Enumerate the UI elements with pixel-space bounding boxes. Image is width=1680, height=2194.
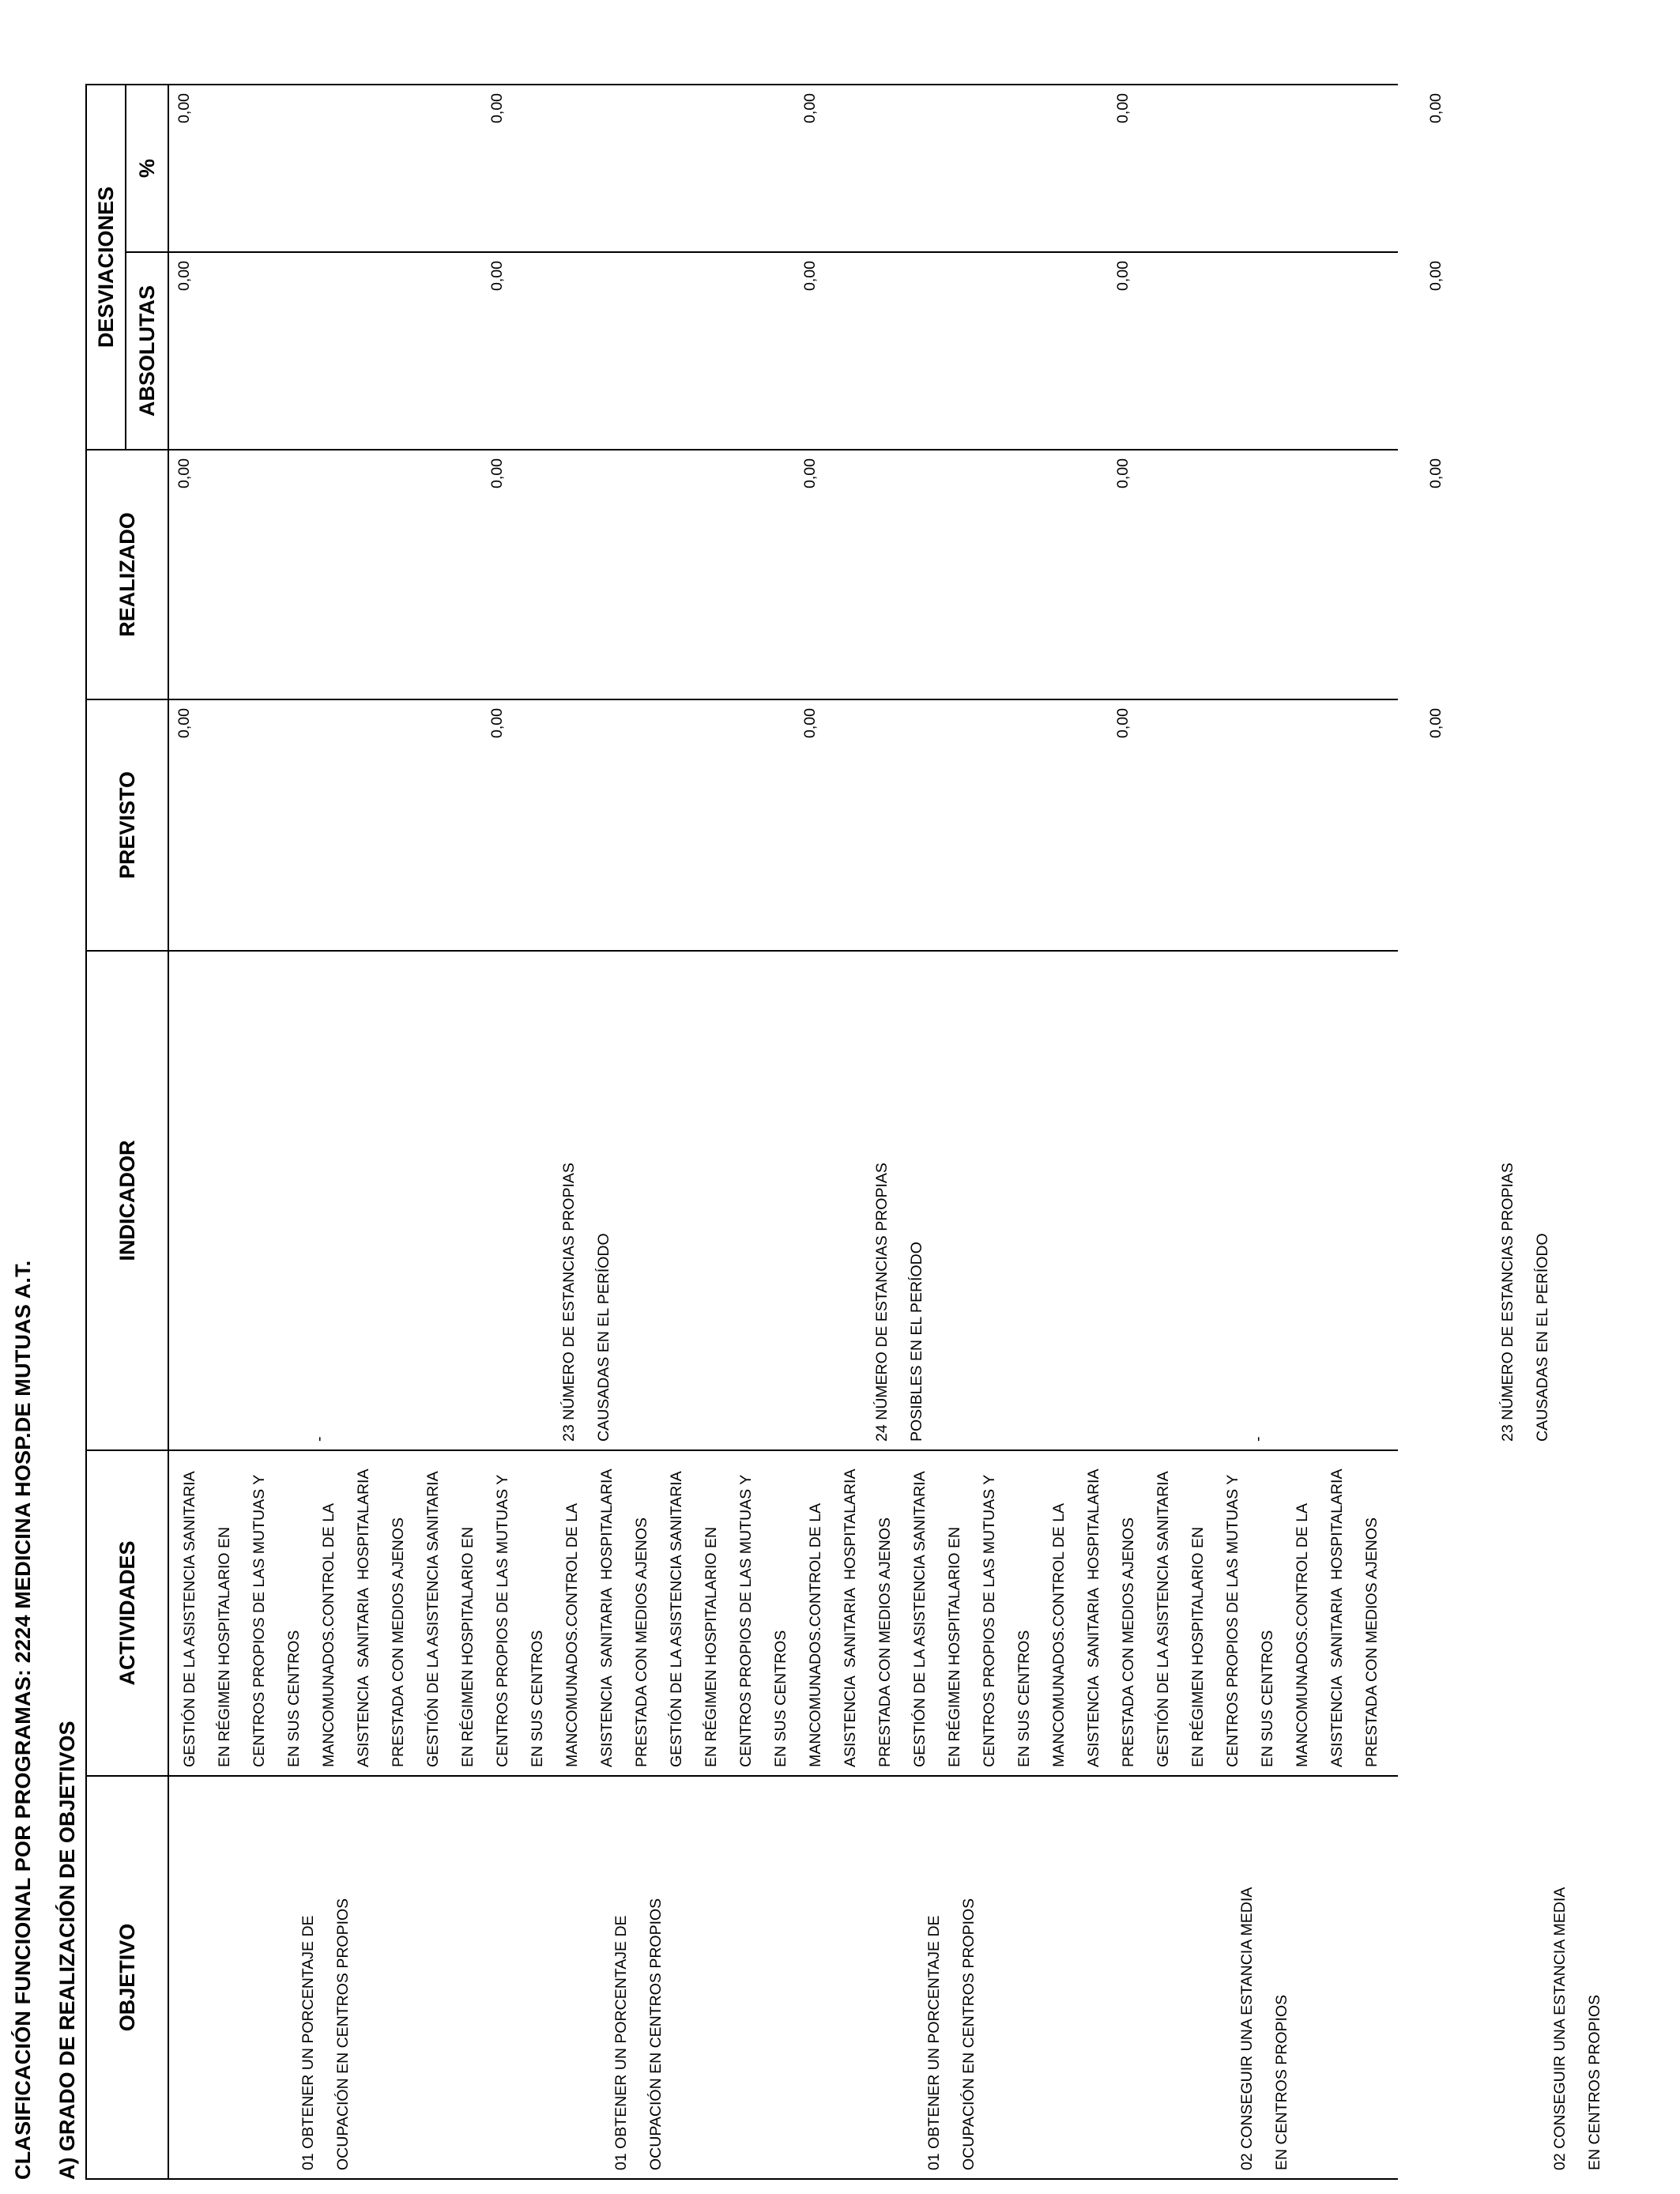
absolutas-value: 0,00: [488, 261, 506, 291]
header-previsto: PREVISTO: [86, 699, 168, 951]
header-porcentaje: %: [126, 85, 168, 252]
header-indicador: INDICADOR: [86, 951, 168, 1450]
absolutas-value: 0,00: [1427, 261, 1445, 291]
porcentaje-value: 0,00: [175, 92, 193, 123]
previsto-value: 0,00: [1114, 708, 1132, 738]
indicador-line: 23 NÚMERO DE ESTANCIAS PROPIAS: [1499, 1163, 1516, 1442]
activity-line: EN RÉGIMEN HOSPITALARIO EN: [216, 1526, 233, 1767]
objetivo-line: OCUPACIÓN EN CENTROS PROPIOS: [960, 1898, 977, 2170]
activity-line: GESTIÓN DE LA ASISTENCIA SANITARIA: [668, 1471, 685, 1767]
objetivo-line: 01 OBTENER UN PORCENTAJE DE: [299, 1915, 317, 2170]
activity-line: MANCOMUNADOS.CONTROL DE LA: [807, 1502, 824, 1767]
realizado-value: 0,00: [1427, 458, 1445, 488]
activity-line: ASISTENCIA SANITARIA HOSPITALARIA: [842, 1468, 859, 1767]
porcentaje-value: 0,00: [801, 92, 819, 123]
activity-line: PRESTADA CON MEDIOS AJENOS: [876, 1517, 894, 1767]
realizado-value: 0,00: [801, 458, 819, 488]
activity-line: ASISTENCIA SANITARIA HOSPITALARIA: [1085, 1468, 1102, 1767]
previsto-value: 0,00: [488, 708, 506, 738]
absolutas-value: 0,00: [801, 261, 819, 291]
objetivo-line: 02 CONSEGUIR UNA ESTANCIA MEDIA: [1551, 1887, 1569, 2170]
indicador-column: [169, 952, 1551, 1449]
objetivo-line: 01 OBTENER UN PORCENTAJE DE: [925, 1915, 943, 2170]
activity-line: ASISTENCIA SANITARIA HOSPITALARIA: [355, 1468, 372, 1767]
objetivo-line: EN CENTROS PROPIOS: [1273, 1994, 1290, 2170]
indicador-line: 24 NÚMERO DE ESTANCIAS PROPIAS: [873, 1163, 891, 1442]
indicador-line: -: [1249, 1436, 1267, 1442]
absolutas-value: 0,00: [1114, 261, 1132, 291]
realizado-column: [169, 450, 1445, 699]
activity-line: MANCOMUNADOS.CONTROL DE LA: [1294, 1502, 1311, 1767]
activity-line: GESTIÓN DE LA ASISTENCIA SANITARIA: [424, 1471, 442, 1767]
activity-line: CENTROS PROPIOS DE LAS MUTUAS Y: [250, 1474, 268, 1767]
realizado-value: 0,00: [488, 458, 506, 488]
activity-line: MANCOMUNADOS.CONTROL DE LA: [563, 1502, 581, 1767]
activity-line: PRESTADA CON MEDIOS AJENOS: [390, 1517, 407, 1767]
porcentaje-value: 0,00: [488, 92, 506, 123]
previsto-value: 0,00: [1427, 708, 1445, 738]
header-desviaciones: DESVIACIONES: [86, 85, 126, 450]
indicador-line: CAUSADAS EN EL PERÍODO: [595, 1233, 612, 1442]
activity-line: EN RÉGIMEN HOSPITALARIO EN: [703, 1526, 720, 1767]
activity-line: EN RÉGIMEN HOSPITALARIO EN: [459, 1526, 477, 1767]
objetivo-line: OCUPACIÓN EN CENTROS PROPIOS: [334, 1898, 352, 2170]
objetivo-column: [169, 1777, 1603, 2178]
activity-line: PRESTADA CON MEDIOS AJENOS: [1363, 1517, 1381, 1767]
objetivo-line: 02 CONSEGUIR UNA ESTANCIA MEDIA: [1238, 1887, 1256, 2170]
activity-line: PRESTADA CON MEDIOS AJENOS: [633, 1517, 650, 1767]
indicador-line: POSIBLES EN EL PERÍODO: [908, 1242, 925, 1442]
porcentaje-value: 0,00: [1427, 92, 1445, 123]
activity-line: EN RÉGIMEN HOSPITALARIO EN: [946, 1526, 963, 1767]
indicador-line: 23 NÚMERO DE ESTANCIAS PROPIAS: [560, 1163, 578, 1442]
activity-line: CENTROS PROPIOS DE LAS MUTUAS Y: [981, 1474, 998, 1767]
porcentaje-column: [169, 85, 1445, 251]
previsto-value: 0,00: [175, 708, 193, 738]
realizado-value: 0,00: [1114, 458, 1132, 488]
report-subtitle: A) GRADO DE REALIZACIÓN DE OBJETIVOS: [55, 1721, 79, 2180]
activity-line: EN SUS CENTROS: [529, 1630, 546, 1767]
indicador-line: -: [311, 1436, 328, 1442]
report-title: CLASIFICACIÓN FUNCIONAL POR PROGRAMAS: 2224 MEDICINA HOSP.DE MUTUAS A.T.: [11, 1260, 35, 2180]
activity-line: CENTROS PROPIOS DE LAS MUTUAS Y: [737, 1474, 755, 1767]
activity-line: EN SUS CENTROS: [285, 1630, 303, 1767]
header-actividades: ACTIVIDADES: [86, 1450, 168, 1776]
activity-line: EN RÉGIMEN HOSPITALARIO EN: [1189, 1526, 1207, 1767]
activity-line: EN SUS CENTROS: [1259, 1630, 1276, 1767]
objetivo-line: EN CENTROS PROPIOS: [1586, 1994, 1603, 2170]
activity-line: PRESTADA CON MEDIOS AJENOS: [1120, 1517, 1137, 1767]
activity-line: ASISTENCIA SANITARIA HOSPITALARIA: [598, 1468, 616, 1767]
previsto-value: 0,00: [801, 708, 819, 738]
objetivo-line: OCUPACIÓN EN CENTROS PROPIOS: [647, 1898, 665, 2170]
activity-line: GESTIÓN DE LA ASISTENCIA SANITARIA: [181, 1471, 198, 1767]
activity-line: MANCOMUNADOS.CONTROL DE LA: [1050, 1502, 1068, 1767]
activity-line: CENTROS PROPIOS DE LAS MUTUAS Y: [1224, 1474, 1241, 1767]
objetivo-line: 01 OBTENER UN PORCENTAJE DE: [612, 1915, 630, 2170]
previsto-column: [169, 700, 1445, 950]
realizado-value: 0,00: [175, 458, 193, 488]
activity-line: MANCOMUNADOS.CONTROL DE LA: [320, 1502, 337, 1767]
absolutas-value: 0,00: [175, 261, 193, 291]
activity-line: GESTIÓN DE LA ASISTENCIA SANITARIA: [911, 1471, 929, 1767]
activity-line: CENTROS PROPIOS DE LAS MUTUAS Y: [494, 1474, 511, 1767]
objectives-table: [85, 84, 1603, 2180]
absolutas-column: [169, 253, 1445, 449]
porcentaje-value: 0,00: [1114, 92, 1132, 123]
activity-line: GESTIÓN DE LA ASISTENCIA SANITARIA: [1155, 1471, 1172, 1767]
activity-line: ASISTENCIA SANITARIA HOSPITALARIA: [1328, 1468, 1346, 1767]
activity-line: EN SUS CENTROS: [1015, 1630, 1033, 1767]
header-absolutas: ABSOLUTAS: [126, 252, 168, 450]
header-realizado: REALIZADO: [86, 450, 168, 699]
indicador-line: CAUSADAS EN EL PERÍODO: [1534, 1233, 1551, 1442]
activity-line: EN SUS CENTROS: [772, 1630, 789, 1767]
actividades-column: [169, 1451, 1398, 1775]
header-objetivo: OBJETIVO: [86, 1776, 168, 2179]
